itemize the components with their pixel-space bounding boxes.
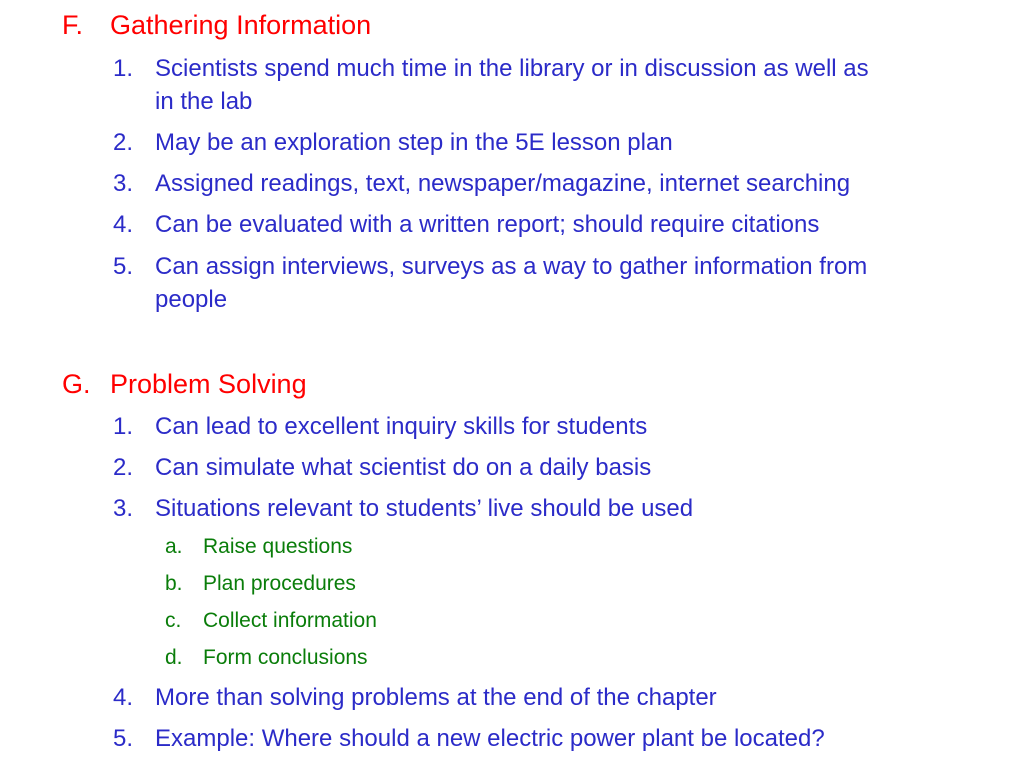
subitem-text: Raise questions (203, 535, 353, 558)
section-title: Problem Solving (110, 369, 307, 399)
item-number: 2. (113, 129, 134, 156)
subitem-text: Plan procedures (203, 572, 356, 595)
item-number: 3. (113, 495, 134, 522)
subitem-letter: c. (165, 609, 182, 632)
item-text: Assigned readings, text, newspaper/magazine, internet searching (155, 170, 851, 197)
item-text-line: in the lab (155, 88, 253, 115)
item-text: Example: Where should a new electric power plant be located? (155, 725, 825, 752)
item-text-line: Scientists spend much time in the library or in discussion as well as (155, 55, 869, 82)
item-number: 5. (113, 725, 134, 752)
subitem-text: Form conclusions (203, 646, 368, 669)
item-text: May be an exploration step in the 5E lesson plan (155, 129, 673, 156)
subitem-text: Collect information (203, 609, 377, 632)
item-number: 1. (113, 55, 134, 82)
section-marker: G. (62, 369, 91, 399)
item-text: Can simulate what scientist do on a daily basis (155, 454, 652, 481)
item-number: 3. (113, 170, 134, 197)
section-title: Gathering Information (110, 10, 372, 40)
item-text: Can lead to excellent inquiry skills for students (155, 413, 648, 440)
subitem-letter: d. (165, 646, 183, 669)
subitem-letter: a. (165, 535, 183, 558)
subitem-letter: b. (165, 572, 183, 595)
item-number: 4. (113, 211, 134, 238)
item-text-line: Can assign interviews, surveys as a way to gather information from (155, 253, 868, 280)
item-number: 1. (113, 413, 134, 440)
item-number: 4. (113, 684, 134, 711)
item-text: Situations relevant to students’ live should be used (155, 495, 694, 522)
item-number: 5. (113, 253, 134, 280)
item-text: Can be evaluated with a written report; should require citations (155, 211, 820, 238)
item-text-line: people (155, 286, 228, 313)
item-text (155, 250, 1005, 316)
item-text (155, 52, 1005, 118)
item-number: 2. (113, 454, 134, 481)
item-text: More than solving problems at the end of the chapter (155, 684, 717, 711)
section-marker: F. (62, 10, 84, 40)
